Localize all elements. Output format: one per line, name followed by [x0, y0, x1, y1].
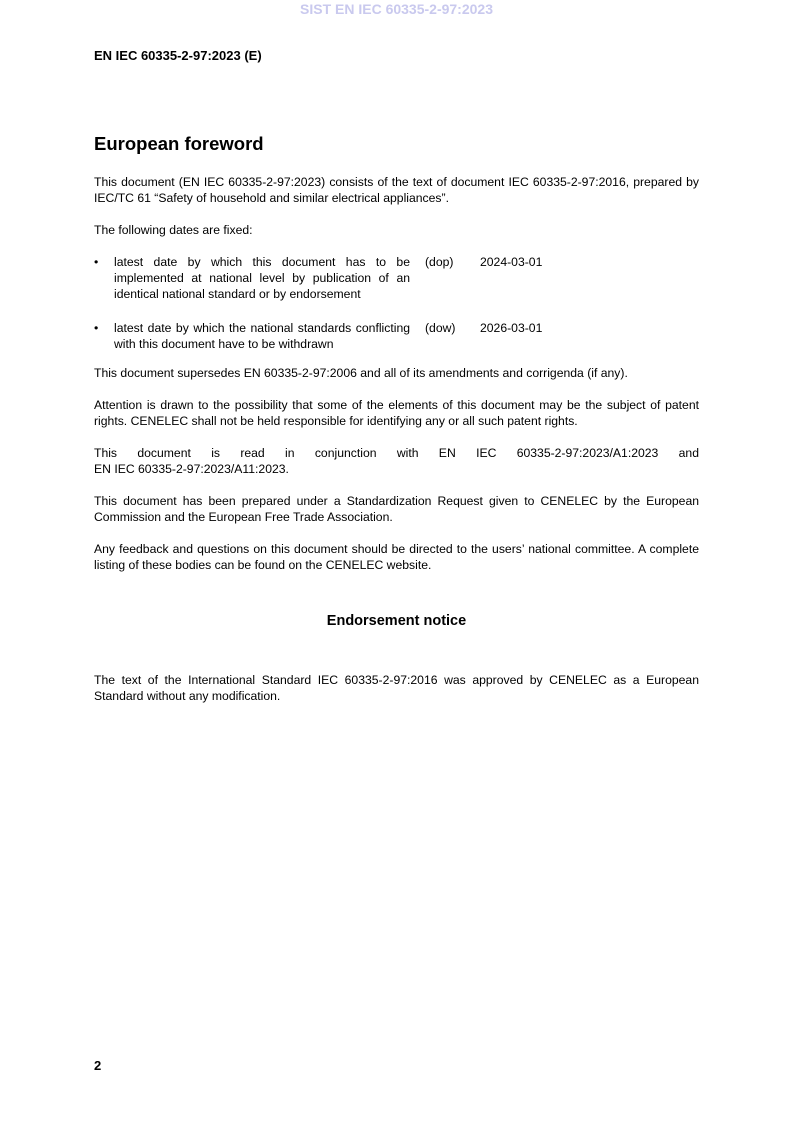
date-value: 2024-03-01 [480, 255, 543, 269]
date-row-dop [94, 254, 699, 302]
supersedes-paragraph: This document supersedes EN 60335-2-97:2006 and all of its amendments and corrigenda (if any). [94, 366, 628, 380]
watermark: SIST EN IEC 60335-2-97:2023 [300, 1, 493, 17]
date-row-dow [94, 320, 699, 352]
foreword-title: European foreword [94, 133, 264, 154]
page-number: 2 [94, 1058, 102, 1073]
foreword-intro: This document (EN IEC 60335-2-97:2023) consists of the text of document IEC 60335-2-97:2016, prepared by IEC/TC 61 “Safety of household and similar electrical appliances”. [94, 175, 699, 205]
date-value: 2026-03-01 [480, 321, 543, 335]
standardization-request: This document has been prepared under a Standardization Request given to CENELEC by the European Commission and the European Free Trade Association. [94, 494, 699, 524]
feedback-paragraph: Any feedback and questions on this document should be directed to the users’ national committee. A complete listing of these bodies can be found on the CENELEC website. [94, 542, 699, 572]
date-abbreviation: (dow) [425, 321, 456, 335]
date-description: latest date by which the national standards conflicting with this document have to be withdrawn [114, 321, 410, 351]
patent-notice: Attention is drawn to the possibility that some of the elements of this document may be the subject of patent rights. CENELEC shall not be held responsible for identifying any or all such patent rights. [94, 398, 699, 428]
bullet: • [94, 255, 99, 269]
dates-intro: The following dates are fixed: [94, 223, 253, 237]
date-abbreviation: (dop) [425, 255, 454, 269]
document-id: EN IEC 60335-2-97:2023 (E) [94, 48, 262, 63]
conjunction-line-1: This document is read in conjunction with EN IEC 60335-2-97:2023/A1:2023 and [94, 446, 699, 460]
conjunction-line-2: EN IEC 60335-2-97:2023/A11:2023. [94, 462, 289, 476]
conjunction-paragraph [94, 445, 699, 477]
endorsement-title: Endorsement notice [326, 613, 467, 629]
date-description: latest date by which this document has to be implemented at national level by publication of an identical national standard or by endorsement [114, 255, 410, 301]
endorsement-text: The text of the International Standard IEC 60335-2-97:2016 was approved by CENELEC as a European Standard without any modification. [94, 673, 699, 703]
bullet: • [94, 321, 99, 335]
page-content [94, 133, 699, 720]
